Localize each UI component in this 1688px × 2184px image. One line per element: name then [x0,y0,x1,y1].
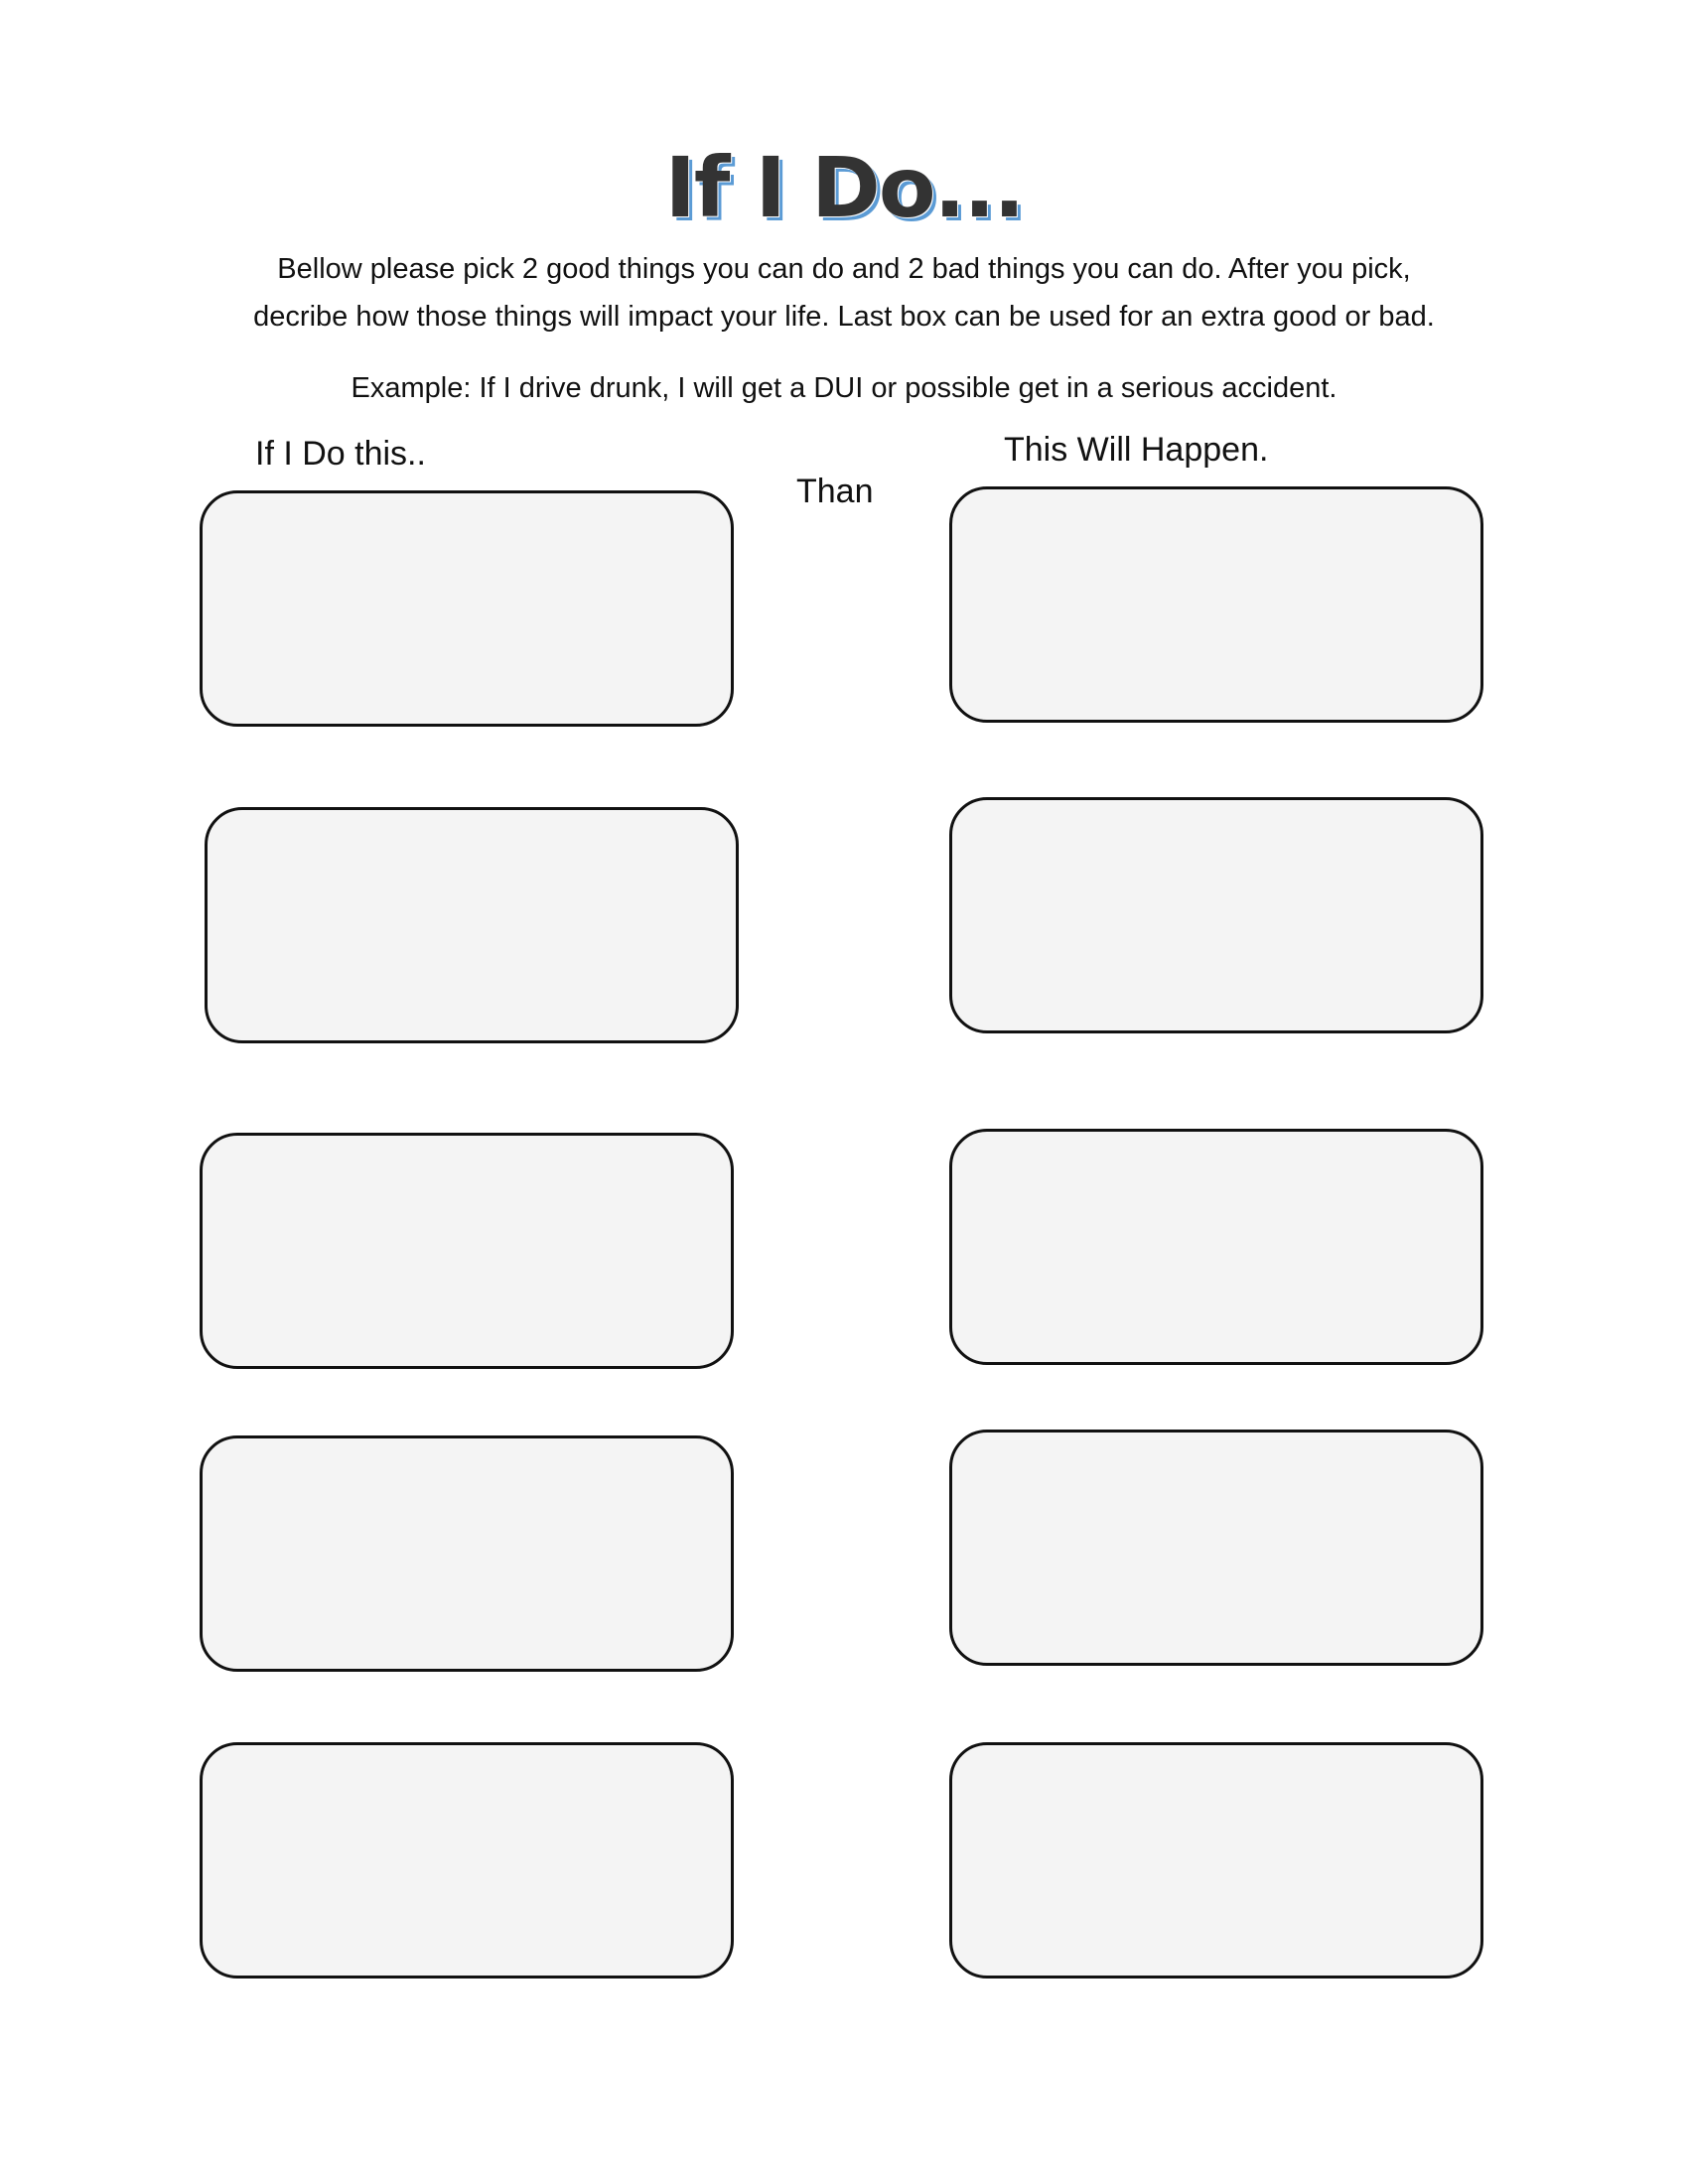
page-title: If I Do... [664,139,1024,236]
if-box-5[interactable] [200,1742,734,1979]
result-box-2[interactable] [949,797,1483,1033]
if-box-2[interactable] [205,807,739,1043]
if-box-1[interactable] [200,490,734,727]
left-column-label: If I Do this.. [255,435,426,473]
result-box-4[interactable] [949,1430,1483,1666]
instruction-line-2: decribe how those things will impact your life. Last box can be used for an extra good or bad. [253,301,1435,333]
result-box-3[interactable] [949,1129,1483,1365]
middle-label: Than [796,473,874,510]
if-box-3[interactable] [200,1133,734,1369]
instruction-line-1: Bellow please pick 2 good things you can do and 2 bad things you can do. After you pick, [277,253,1411,285]
result-box-1[interactable] [949,486,1483,723]
example-text: Example: If I drive drunk, I will get a DUI or possible get in a serious accident. [351,372,1337,404]
result-box-5[interactable] [949,1742,1483,1979]
if-box-4[interactable] [200,1435,734,1672]
right-column-label: This Will Happen. [1004,431,1269,469]
